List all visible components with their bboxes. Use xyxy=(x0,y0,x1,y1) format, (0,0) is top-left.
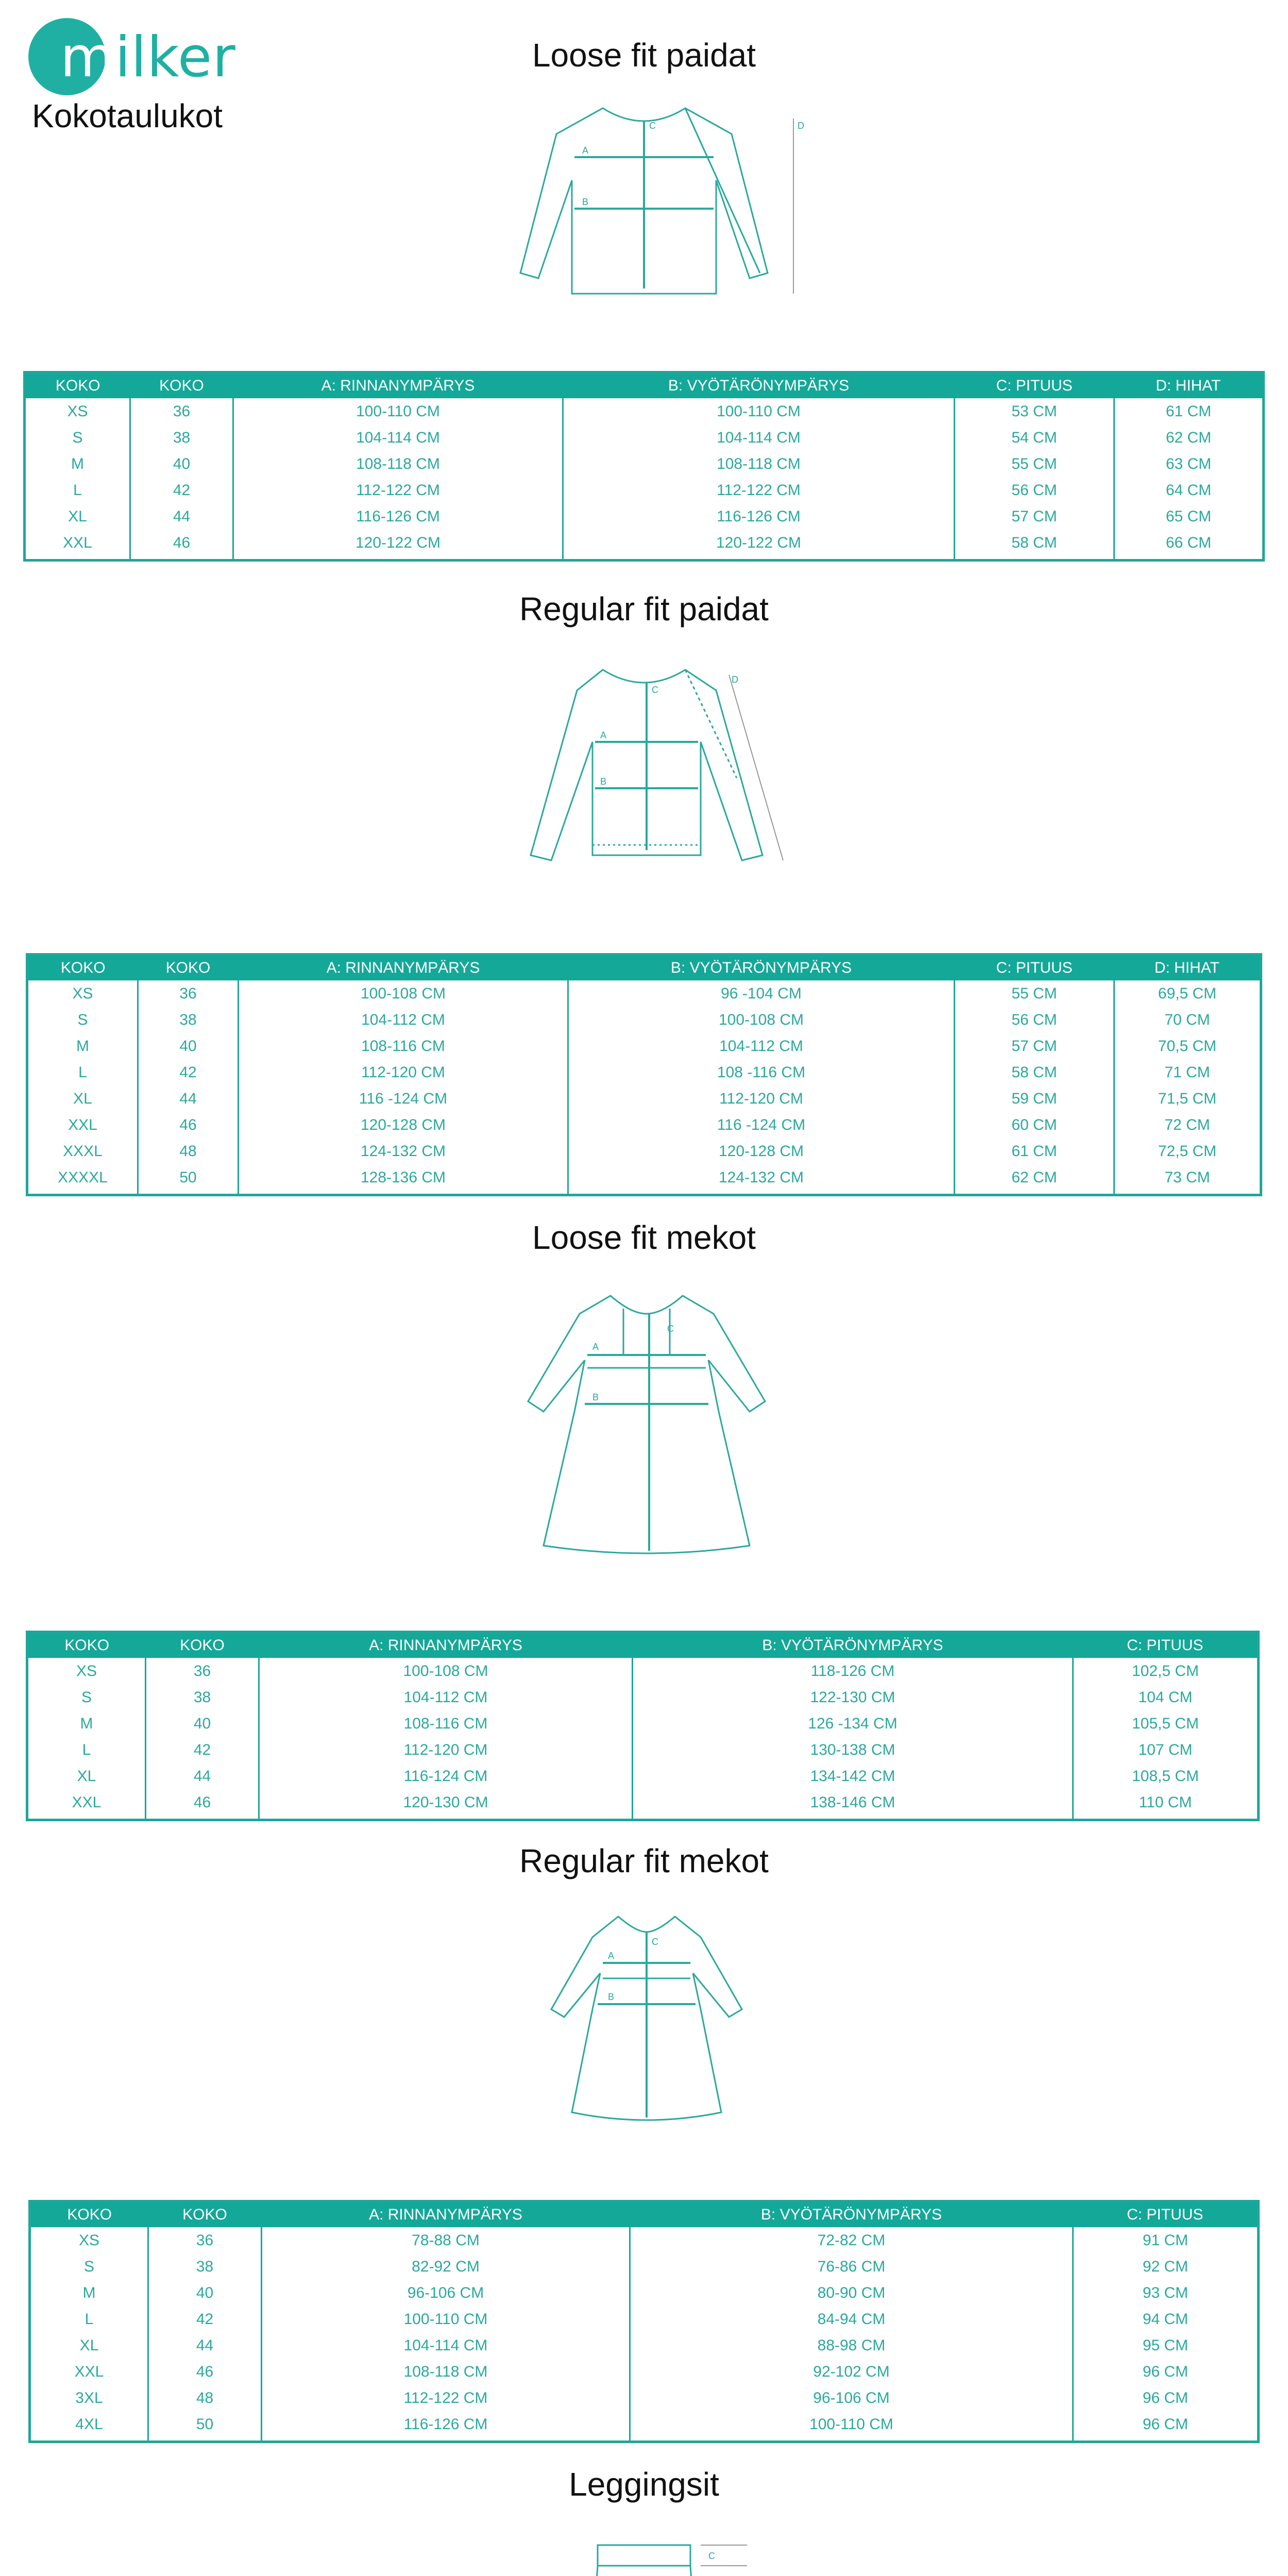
table-cell: 120-122 CM xyxy=(233,530,563,561)
table-cell: 62 CM xyxy=(955,1164,1114,1195)
table-row xyxy=(25,503,1264,530)
table-cell: XL xyxy=(73,1090,92,1107)
table-cell: 70 CM xyxy=(1114,1007,1261,1033)
table-cell: L xyxy=(73,481,82,499)
label-b: B xyxy=(582,197,589,207)
loose-shirt-size-table xyxy=(23,371,1265,562)
col-header: C: PITUUS xyxy=(955,955,1114,981)
table-cell: 38 xyxy=(146,1684,259,1710)
table-cell: 3XL xyxy=(75,2389,103,2406)
table-row xyxy=(27,1059,1261,1086)
table-cell: 96 CM xyxy=(1073,2359,1259,2385)
table-row xyxy=(27,1684,1259,1710)
col-header: KOKO xyxy=(25,372,130,399)
table-cell: XXL xyxy=(68,1116,97,1133)
table-cell: 36 xyxy=(138,980,239,1007)
table-row xyxy=(30,2306,1259,2332)
table-row xyxy=(27,980,1261,1007)
regular-dress-illustration xyxy=(536,1906,757,2133)
col-header: A: RINNANYMPÄRYS xyxy=(259,1632,633,1658)
table-cell: M xyxy=(71,455,84,472)
table-cell: 104-114 CM xyxy=(262,2332,630,2359)
col-header: B: VYÖTÄRÖNYMPÄRYS xyxy=(633,1632,1073,1658)
table-cell: 100-108 CM xyxy=(239,980,568,1007)
table-cell: 40 xyxy=(130,451,233,477)
table-cell: 105,5 CM xyxy=(1073,1710,1259,1737)
col-header: B: VYÖTÄRÖNYMPÄRYS xyxy=(563,372,955,399)
table-cell: 108-118 CM xyxy=(233,451,563,477)
table-cell: 65 CM xyxy=(1114,503,1264,530)
table-row xyxy=(30,2359,1259,2385)
table-cell: 120-128 CM xyxy=(239,1112,568,1138)
label-d: D xyxy=(732,674,738,685)
table-cell: 120-128 CM xyxy=(568,1138,955,1164)
table-cell: 42 xyxy=(130,477,233,503)
table-cell: 82-92 CM xyxy=(262,2253,630,2280)
table-cell: 84-94 CM xyxy=(630,2306,1073,2332)
table-cell: L xyxy=(84,2310,94,2328)
table-cell: 36 xyxy=(148,2227,262,2253)
table-cell: 59 CM xyxy=(955,1086,1114,1112)
table-cell: S xyxy=(83,2258,94,2275)
table-cell: 57 CM xyxy=(955,503,1114,530)
table-cell: 104 CM xyxy=(1073,1684,1259,1710)
section-title-regular-shirts: Regular fit paidat xyxy=(519,590,769,628)
regular-dress-size-table xyxy=(28,2200,1260,2443)
table-cell: 62 CM xyxy=(1114,425,1264,451)
table-cell: M xyxy=(76,1037,89,1055)
table-cell: XS xyxy=(67,402,88,420)
table-cell: 104-114 CM xyxy=(233,425,563,451)
table-cell: 93 CM xyxy=(1073,2280,1259,2306)
table-row xyxy=(27,1033,1261,1059)
table-cell: L xyxy=(78,1063,87,1081)
table-cell: XXL xyxy=(63,534,92,551)
table-cell: 108-116 CM xyxy=(239,1033,568,1059)
table-cell: 58 CM xyxy=(955,1059,1114,1086)
table-row xyxy=(27,1763,1259,1789)
table-cell: 60 CM xyxy=(955,1112,1114,1138)
table-cell: 78-88 CM xyxy=(262,2227,630,2253)
table-cell: 112-122 CM xyxy=(563,477,955,503)
table-cell: 48 xyxy=(148,2385,262,2411)
table-cell: 46 xyxy=(138,1112,239,1138)
table-cell: S xyxy=(72,429,83,446)
table-cell: 91 CM xyxy=(1073,2227,1259,2253)
table-row xyxy=(27,1112,1261,1138)
table-row xyxy=(25,425,1264,451)
label-b: B xyxy=(608,1992,615,2002)
table-cell: 120-130 CM xyxy=(259,1789,633,1820)
table-cell: 116 -124 CM xyxy=(239,1086,568,1112)
table-cell: 56 CM xyxy=(955,477,1114,503)
col-header: C: PITUUS xyxy=(1073,2201,1259,2228)
table-row xyxy=(27,1789,1259,1820)
col-header: KOKO xyxy=(148,2201,262,2228)
table-cell: 61 CM xyxy=(955,1138,1114,1164)
table-row xyxy=(25,530,1264,561)
table-row xyxy=(30,2411,1259,2442)
label-c: C xyxy=(667,1324,674,1334)
col-header: D: HIHAT xyxy=(1114,955,1261,981)
col-header: KOKO xyxy=(27,1632,146,1658)
table-row xyxy=(27,1658,1259,1684)
table-cell: 100-110 CM xyxy=(630,2411,1073,2442)
table-cell: 72 CM xyxy=(1114,1112,1261,1138)
table-cell: 112-120 CM xyxy=(239,1059,568,1086)
table-cell: 130-138 CM xyxy=(633,1737,1073,1763)
table-cell: 71,5 CM xyxy=(1114,1086,1261,1112)
table-cell: 44 xyxy=(138,1086,239,1112)
table-cell: S xyxy=(81,1688,92,1706)
col-header: B: VYÖTÄRÖNYMPÄRYS xyxy=(568,955,955,981)
table-cell: 72,5 CM xyxy=(1114,1138,1261,1164)
table-cell: 107 CM xyxy=(1073,1737,1259,1763)
table-cell: 56 CM xyxy=(955,1007,1114,1033)
table-cell: 124-132 CM xyxy=(239,1138,568,1164)
table-cell: 116-126 CM xyxy=(233,503,563,530)
label-b: B xyxy=(600,776,607,787)
table-cell: 58 CM xyxy=(955,530,1114,561)
table-cell: XS xyxy=(76,1662,97,1680)
table-cell: 38 xyxy=(138,1007,239,1033)
table-cell: 88-98 CM xyxy=(630,2332,1073,2359)
table-cell: 44 xyxy=(130,503,233,530)
table-row xyxy=(27,1007,1261,1033)
col-header: D: HIHAT xyxy=(1114,372,1264,399)
table-cell: 116 -124 CM xyxy=(568,1112,955,1138)
table-cell: 40 xyxy=(146,1710,259,1737)
label-a: A xyxy=(608,1951,615,1961)
table-cell: 108,5 CM xyxy=(1073,1763,1259,1789)
col-header: A: RINNANYMPÄRYS xyxy=(233,372,563,399)
table-cell: 126 -134 CM xyxy=(633,1710,1073,1737)
col-header: KOKO xyxy=(130,372,233,399)
table-cell: 102,5 CM xyxy=(1073,1658,1259,1684)
table-cell: 108-116 CM xyxy=(259,1710,633,1737)
table-cell: 71 CM xyxy=(1114,1059,1261,1086)
label-c: C xyxy=(652,1937,658,1947)
col-header: B: VYÖTÄRÖNYMPÄRYS xyxy=(630,2201,1073,2228)
table-row xyxy=(27,1138,1261,1164)
table-cell: 110 CM xyxy=(1073,1789,1259,1820)
table-cell: L xyxy=(82,1741,91,1758)
table-cell: 63 CM xyxy=(1114,451,1264,477)
label-c: C xyxy=(649,121,656,131)
loose-shirt-illustration xyxy=(489,98,809,304)
page-subtitle: Kokotaulukot xyxy=(32,97,223,134)
label-a: A xyxy=(600,730,607,740)
table-cell: 96 CM xyxy=(1073,2411,1259,2442)
table-cell: 38 xyxy=(130,425,233,451)
table-cell: XXL xyxy=(72,1793,101,1811)
table-cell: 128-136 CM xyxy=(239,1164,568,1195)
table-cell: 55 CM xyxy=(955,451,1114,477)
section-title-loose-shirts: Loose fit paidat xyxy=(532,37,756,74)
col-header: KOKO xyxy=(138,955,239,981)
table-cell: 42 xyxy=(146,1737,259,1763)
table-cell: XXXL xyxy=(63,1142,103,1160)
table-row xyxy=(25,398,1264,425)
table-cell: 73 CM xyxy=(1114,1164,1261,1195)
table-row xyxy=(27,1737,1259,1763)
table-cell: XXXXL xyxy=(58,1168,108,1186)
table-cell: 57 CM xyxy=(955,1033,1114,1059)
table-cell: 46 xyxy=(146,1789,259,1820)
table-cell: 66 CM xyxy=(1114,530,1264,561)
table-cell: 116-126 CM xyxy=(262,2411,630,2442)
table-cell: 95 CM xyxy=(1073,2332,1259,2359)
col-header: KOKO xyxy=(30,2201,148,2228)
table-cell: XL xyxy=(79,2336,99,2354)
table-cell: 53 CM xyxy=(955,398,1114,425)
table-cell: 64 CM xyxy=(1114,477,1264,503)
loose-dress-size-table xyxy=(26,1631,1260,1821)
col-header: A: RINNANYMPÄRYS xyxy=(239,955,568,981)
table-cell: 4XL xyxy=(75,2415,103,2433)
table-cell: S xyxy=(77,1011,88,1028)
table-cell: XXL xyxy=(74,2363,104,2380)
table-cell: 54 CM xyxy=(955,425,1114,451)
table-cell: 100-110 CM xyxy=(233,398,563,425)
table-cell: 100-110 CM xyxy=(262,2306,630,2332)
table-cell: 61 CM xyxy=(1114,398,1264,425)
table-cell: 92-102 CM xyxy=(630,2359,1073,2385)
table-cell: 122-130 CM xyxy=(633,1684,1073,1710)
regular-shirt-size-table xyxy=(26,953,1262,1196)
label-c: C xyxy=(708,2551,715,2561)
table-cell: 40 xyxy=(148,2280,262,2306)
regular-shirt-illustration xyxy=(495,654,804,881)
table-row xyxy=(27,1086,1261,1112)
table-row xyxy=(25,451,1264,477)
col-header: A: RINNANYMPÄRYS xyxy=(262,2201,630,2228)
label-c: C xyxy=(652,685,658,695)
label-a: A xyxy=(582,145,589,156)
table-cell: 134-142 CM xyxy=(633,1763,1073,1789)
table-cell: 48 xyxy=(138,1138,239,1164)
table-cell: 46 xyxy=(130,530,233,561)
table-cell: 36 xyxy=(146,1658,259,1684)
table-cell: 96-106 CM xyxy=(630,2385,1073,2411)
table-cell: 116-126 CM xyxy=(563,503,955,530)
table-cell: XS xyxy=(78,2231,100,2249)
section-title-leggings: Leggingsit xyxy=(569,2466,719,2503)
table-row xyxy=(30,2280,1259,2306)
table-cell: 100-108 CM xyxy=(568,1007,955,1033)
table-cell: 104-112 CM xyxy=(259,1684,633,1710)
table-cell: 55 CM xyxy=(955,980,1114,1007)
table-cell: 36 xyxy=(130,398,233,425)
table-cell: 112-122 CM xyxy=(262,2385,630,2411)
table-cell: 42 xyxy=(148,2306,262,2332)
table-cell: 138-146 CM xyxy=(633,1789,1073,1820)
col-header: KOKO xyxy=(27,955,138,981)
table-cell: 50 xyxy=(148,2411,262,2442)
table-cell: XL xyxy=(68,507,87,525)
table-cell: 96-106 CM xyxy=(262,2280,630,2306)
table-cell: 44 xyxy=(148,2332,262,2359)
table-cell: M xyxy=(82,2284,96,2301)
label-a: A xyxy=(592,1342,599,1352)
table-cell: 76-86 CM xyxy=(630,2253,1073,2280)
table-cell: 96 CM xyxy=(1073,2385,1259,2411)
table-cell: 108-118 CM xyxy=(563,451,955,477)
leggings-illustration xyxy=(531,2535,757,2576)
table-cell: 96 -104 CM xyxy=(568,980,955,1007)
table-cell: 116-124 CM xyxy=(259,1763,633,1789)
table-row xyxy=(30,2332,1259,2359)
table-cell: XL xyxy=(77,1767,96,1785)
table-cell: 80-90 CM xyxy=(630,2280,1073,2306)
table-row xyxy=(27,1164,1261,1195)
table-cell: XS xyxy=(72,985,93,1002)
section-title-regular-dresses: Regular fit mekot xyxy=(519,1842,769,1879)
table-cell: 100-110 CM xyxy=(563,398,955,425)
table-cell: 92 CM xyxy=(1073,2253,1259,2280)
table-cell: 46 xyxy=(148,2359,262,2385)
table-cell: 44 xyxy=(146,1763,259,1789)
label-b: B xyxy=(592,1392,599,1402)
table-cell: 69,5 CM xyxy=(1114,980,1261,1007)
table-cell: 112-122 CM xyxy=(233,477,563,503)
loose-dress-illustration xyxy=(507,1283,786,1566)
col-header: C: PITUUS xyxy=(955,372,1114,399)
table-cell: 40 xyxy=(138,1033,239,1059)
table-cell: M xyxy=(80,1715,93,1732)
table-cell: 108-118 CM xyxy=(262,2359,630,2385)
table-cell: 70,5 CM xyxy=(1114,1033,1261,1059)
table-cell: 38 xyxy=(148,2253,262,2280)
table-cell: 118-126 CM xyxy=(633,1658,1073,1684)
table-row xyxy=(30,2253,1259,2280)
table-cell: 112-120 CM xyxy=(568,1086,955,1112)
table-cell: 104-112 CM xyxy=(568,1033,955,1059)
table-cell: 94 CM xyxy=(1073,2306,1259,2332)
table-row xyxy=(30,2385,1259,2411)
table-row xyxy=(30,2227,1259,2253)
table-cell: 104-112 CM xyxy=(239,1007,568,1033)
col-header: KOKO xyxy=(146,1632,259,1658)
table-cell: 104-114 CM xyxy=(563,425,955,451)
table-cell: 112-120 CM xyxy=(259,1737,633,1763)
logo-wordmark: milker xyxy=(60,25,236,90)
col-header: C: PITUUS xyxy=(1073,1632,1259,1658)
table-cell: 120-122 CM xyxy=(563,530,955,561)
table-cell: 108 -116 CM xyxy=(568,1059,955,1086)
table-cell: 50 xyxy=(138,1164,239,1195)
table-row xyxy=(25,477,1264,503)
section-title-loose-dresses: Loose fit mekot xyxy=(532,1219,756,1256)
label-d: D xyxy=(798,121,804,131)
table-cell: 100-108 CM xyxy=(259,1658,633,1684)
table-cell: 42 xyxy=(138,1059,239,1086)
table-row xyxy=(27,1710,1259,1737)
table-cell: 124-132 CM xyxy=(568,1164,955,1195)
table-cell: 72-82 CM xyxy=(630,2227,1073,2253)
